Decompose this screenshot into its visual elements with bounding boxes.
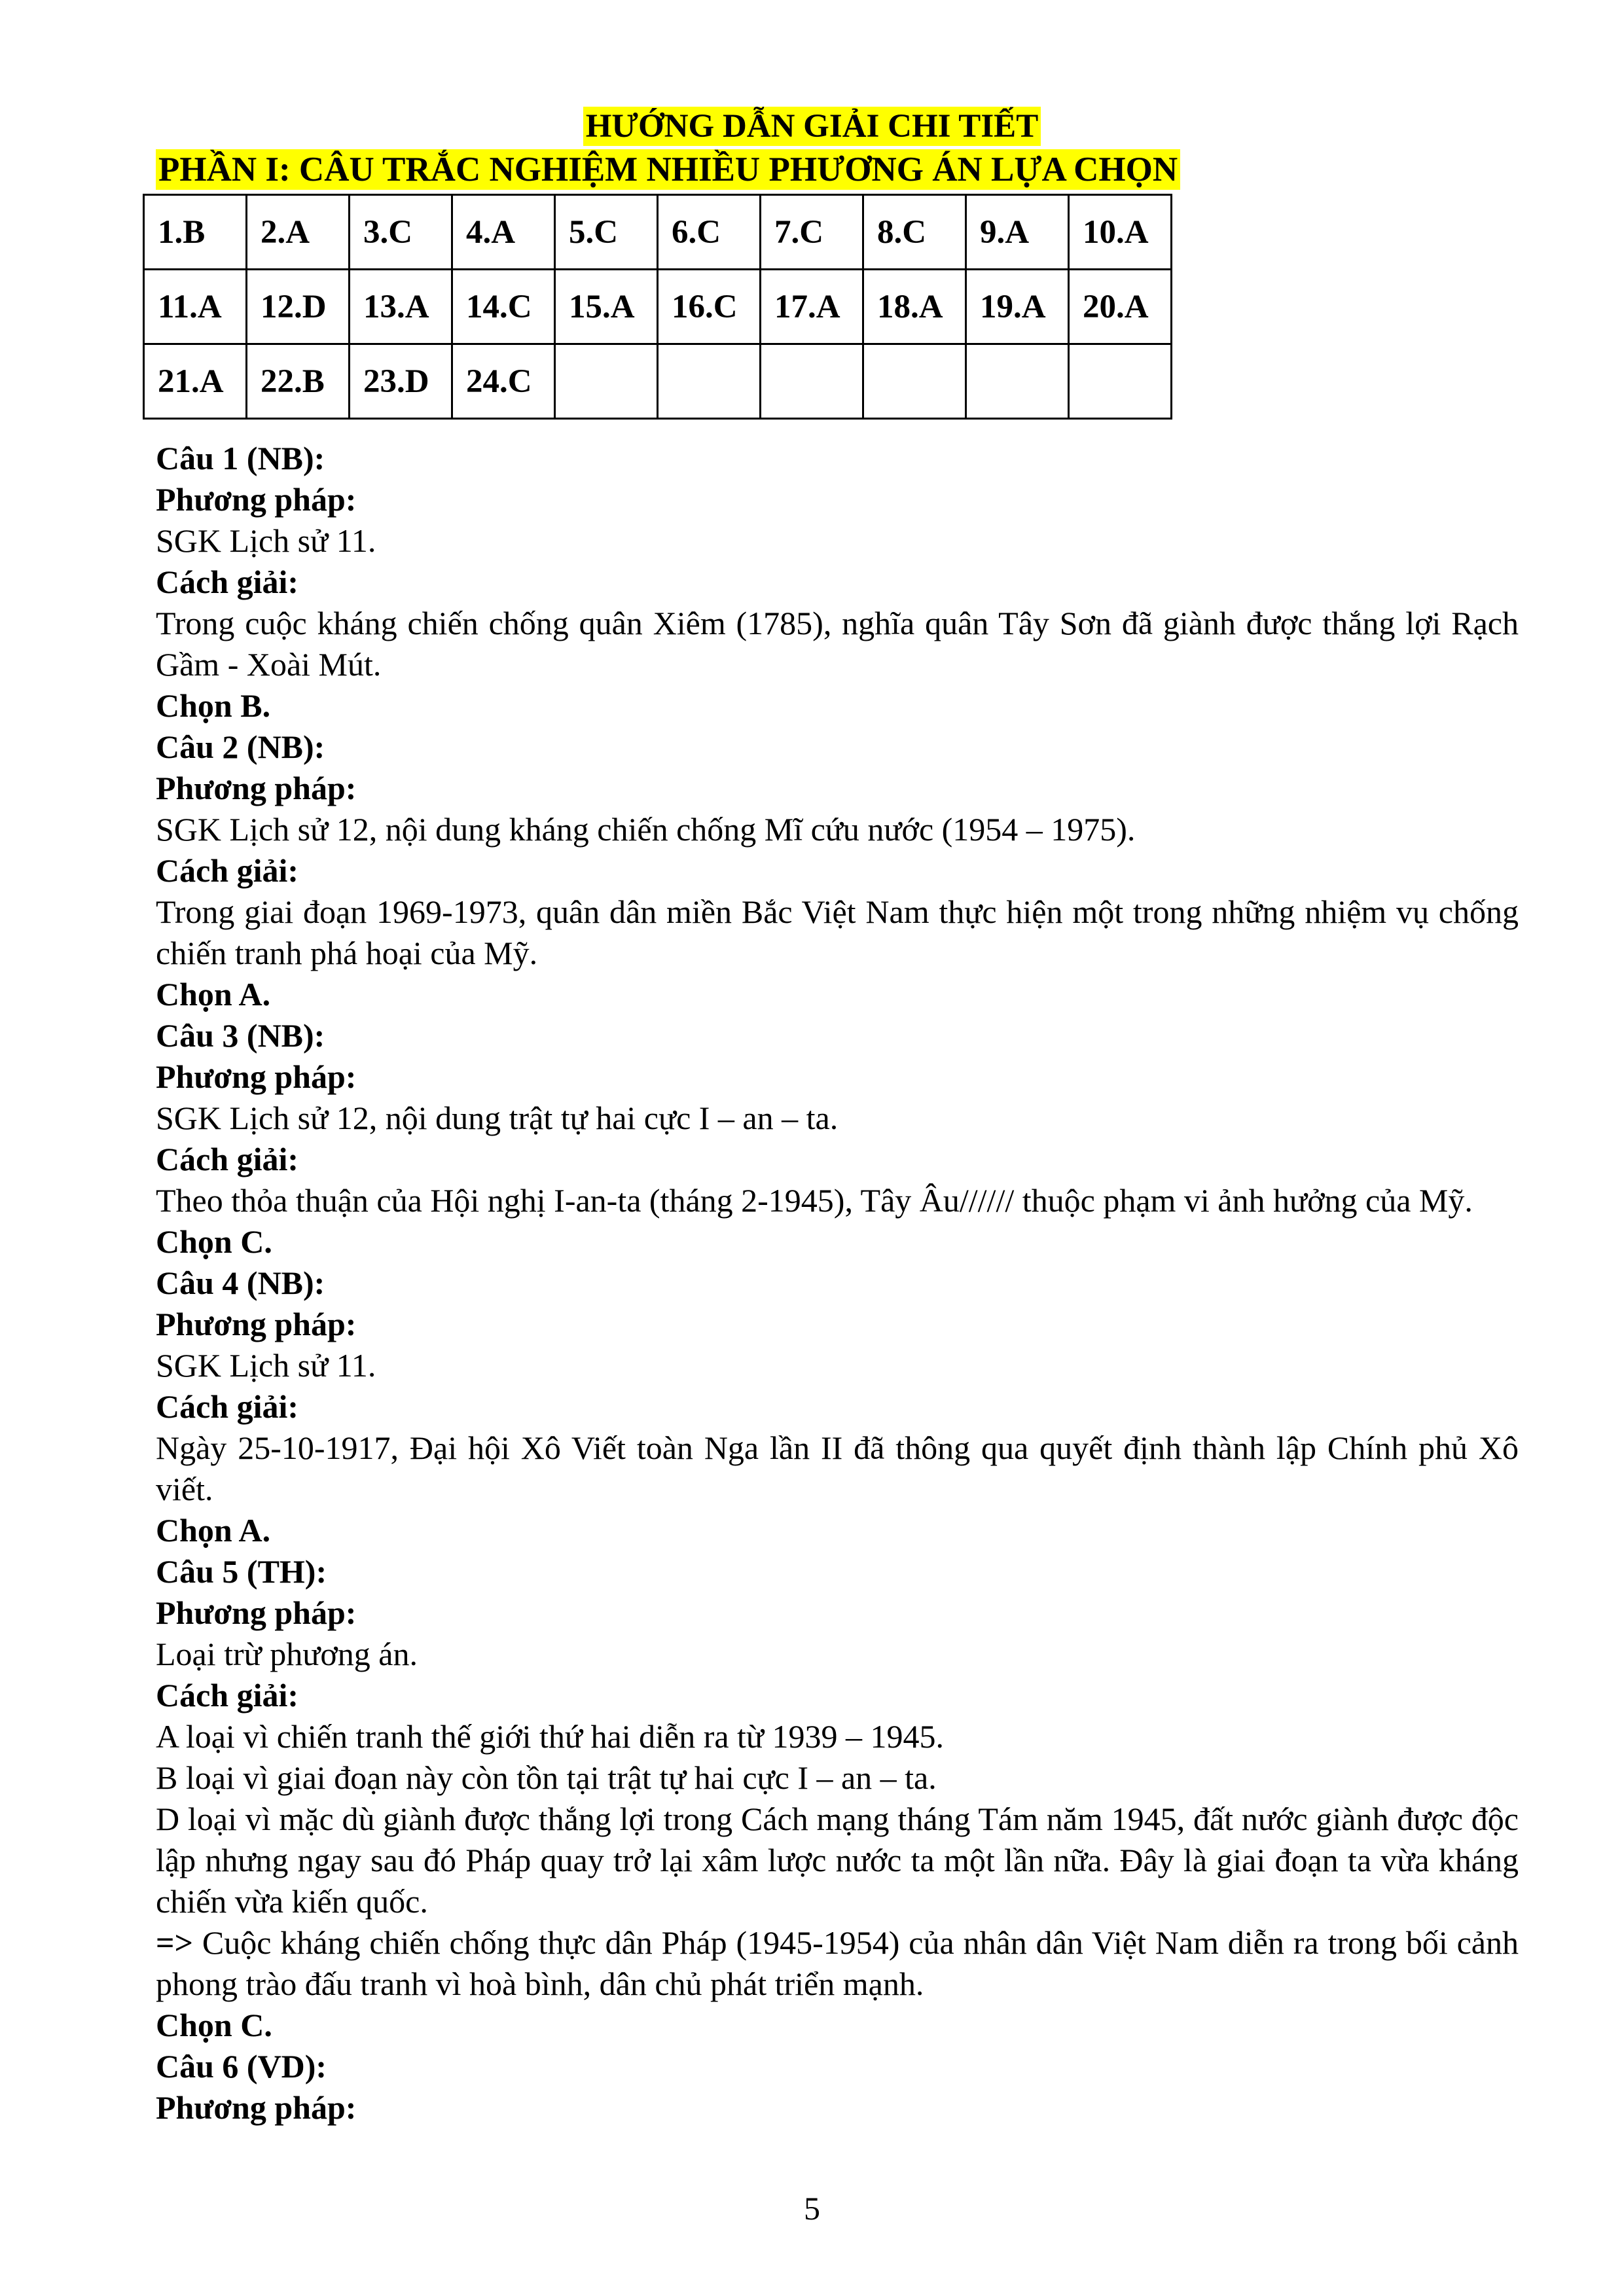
answer-cell [863, 344, 966, 419]
answer-cell: 14.C [452, 270, 555, 344]
answer-cell: 22.B [247, 344, 350, 419]
answer-cell [555, 344, 658, 419]
method-label: Phương pháp: [156, 2089, 357, 2126]
answer-cell: 17.A [761, 270, 863, 344]
answer-choice: Chọn B. [156, 687, 271, 724]
solution-label: Cách giải: [156, 1141, 299, 1177]
answer-cell: 12.D [247, 270, 350, 344]
solution-text: B loại vì giai đoạn này còn tồn tại trật tự hai cực I – an – ta. [156, 1759, 937, 1796]
answer-row [144, 195, 1172, 270]
section-title [156, 152, 1180, 187]
section-title-text: PHẦN I: CÂU TRẮC NGHIỆM NHIỀU PHƯƠNG ÁN LỰA CHỌN [156, 149, 1180, 190]
question-heading: Câu 5 (TH): [156, 1553, 327, 1590]
page-title [0, 110, 1624, 143]
method-text: Loại trừ phương án. [156, 1636, 418, 1672]
answer-cell: 20.A [1069, 270, 1172, 344]
answer-choice: Chọn A. [156, 976, 271, 1013]
answer-choice: Chọn C. [156, 2007, 272, 2043]
answer-row [144, 344, 1172, 419]
conclusion-body: Cuộc kháng chiến chống thực dân Pháp (1945-1954) của nhân dân Việt Nam diễn ra trong bối cảnh phong trào đấu tranh vì hoà bình, dân chủ phát triển mạnh. [156, 1924, 1519, 2002]
answer-row [144, 270, 1172, 344]
solution-label: Cách giải: [156, 1388, 299, 1425]
answer-cell: 1.B [144, 195, 247, 270]
answer-cell: 4.A [452, 195, 555, 270]
solutions-content [156, 438, 1519, 2128]
answer-choice: Chọn A. [156, 1512, 271, 1549]
method-label: Phương pháp: [156, 1058, 357, 1095]
solution-text: Trong giai đoạn 1969-1973, quân dân miền Bắc Việt Nam thực hiện một trong những nhiệm vụ chống chiến tranh phá hoại của Mỹ. [156, 893, 1519, 971]
conclusion-text [156, 1922, 1519, 2005]
question-heading: Câu 2 (NB): [156, 728, 325, 765]
solution-label: Cách giải: [156, 1677, 299, 1713]
solution-text: Ngày 25-10-1917, Đại hội Xô Viết toàn Nga lần II đã thông qua quyết định thành lập Chính phủ Xô viết. [156, 1429, 1519, 1507]
answer-cell: 11.A [144, 270, 247, 344]
method-label: Phương pháp: [156, 1306, 357, 1342]
answer-cell [966, 344, 1069, 419]
method-label: Phương pháp: [156, 1594, 357, 1631]
answer-choice: Chọn C. [156, 1223, 272, 1260]
answer-cell: 2.A [247, 195, 350, 270]
method-text: SGK Lịch sử 12, nội dung trật tự hai cực I – an – ta. [156, 1100, 839, 1136]
answer-cell: 9.A [966, 195, 1069, 270]
method-label: Phương pháp: [156, 481, 357, 518]
method-label: Phương pháp: [156, 770, 357, 806]
question-heading: Câu 4 (NB): [156, 1265, 325, 1301]
answer-cell: 6.C [658, 195, 761, 270]
solution-text: A loại vì chiến tranh thế giới thứ hai diễn ra từ 1939 – 1945. [156, 1718, 945, 1755]
question-heading: Câu 3 (NB): [156, 1017, 325, 1054]
answer-cell: 3.C [350, 195, 452, 270]
answer-cell [761, 344, 863, 419]
answer-cell: 15.A [555, 270, 658, 344]
answer-cell: 8.C [863, 195, 966, 270]
answer-key-table [143, 194, 1172, 420]
answer-cell: 19.A [966, 270, 1069, 344]
answer-cell: 13.A [350, 270, 452, 344]
solution-label: Cách giải: [156, 564, 299, 600]
answer-cell: 18.A [863, 270, 966, 344]
conclusion-arrow: => [156, 1924, 193, 1961]
answer-cell [658, 344, 761, 419]
answer-cell: 7.C [761, 195, 863, 270]
solution-text: Trong cuộc kháng chiến chống quân Xiêm (1785), nghĩa quân Tây Sơn đã giành được thắng lợi Rạch Gầm - Xoài Mút. [156, 605, 1519, 683]
answer-cell: 21.A [144, 344, 247, 419]
answer-cell: 24.C [452, 344, 555, 419]
method-text: SGK Lịch sử 11. [156, 1347, 376, 1384]
answer-cell: 10.A [1069, 195, 1172, 270]
method-text: SGK Lịch sử 11. [156, 522, 376, 559]
solution-label: Cách giải: [156, 852, 299, 889]
solution-text: D loại vì mặc dù giành được thắng lợi trong Cách mạng tháng Tám năm 1945, đất nước giành được độc lập nhưng ngay sau đó Pháp quay trở lại xâm lược nước ta một lần nữa. Đây là giai đoạn ta vừa kháng chiến vừa kiến quốc. [156, 1801, 1519, 1920]
answer-cell: 23.D [350, 344, 452, 419]
page-title-text: HƯỚNG DẪN GIẢI CHI TIẾT [583, 107, 1041, 146]
solution-text: Theo thỏa thuận của Hội nghị I-an-ta (tháng 2-1945), Tây Âu////// thuộc phạm vi ảnh hưởng của Mỹ. [156, 1182, 1473, 1219]
answer-cell [1069, 344, 1172, 419]
question-heading: Câu 6 (VD): [156, 2048, 327, 2085]
answer-cell: 5.C [555, 195, 658, 270]
answer-cell: 16.C [658, 270, 761, 344]
question-heading: Câu 1 (NB): [156, 440, 325, 476]
page-number: 5 [804, 2190, 820, 2227]
method-text: SGK Lịch sử 12, nội dung kháng chiến chống Mĩ cứu nước (1954 – 1975). [156, 811, 1136, 848]
